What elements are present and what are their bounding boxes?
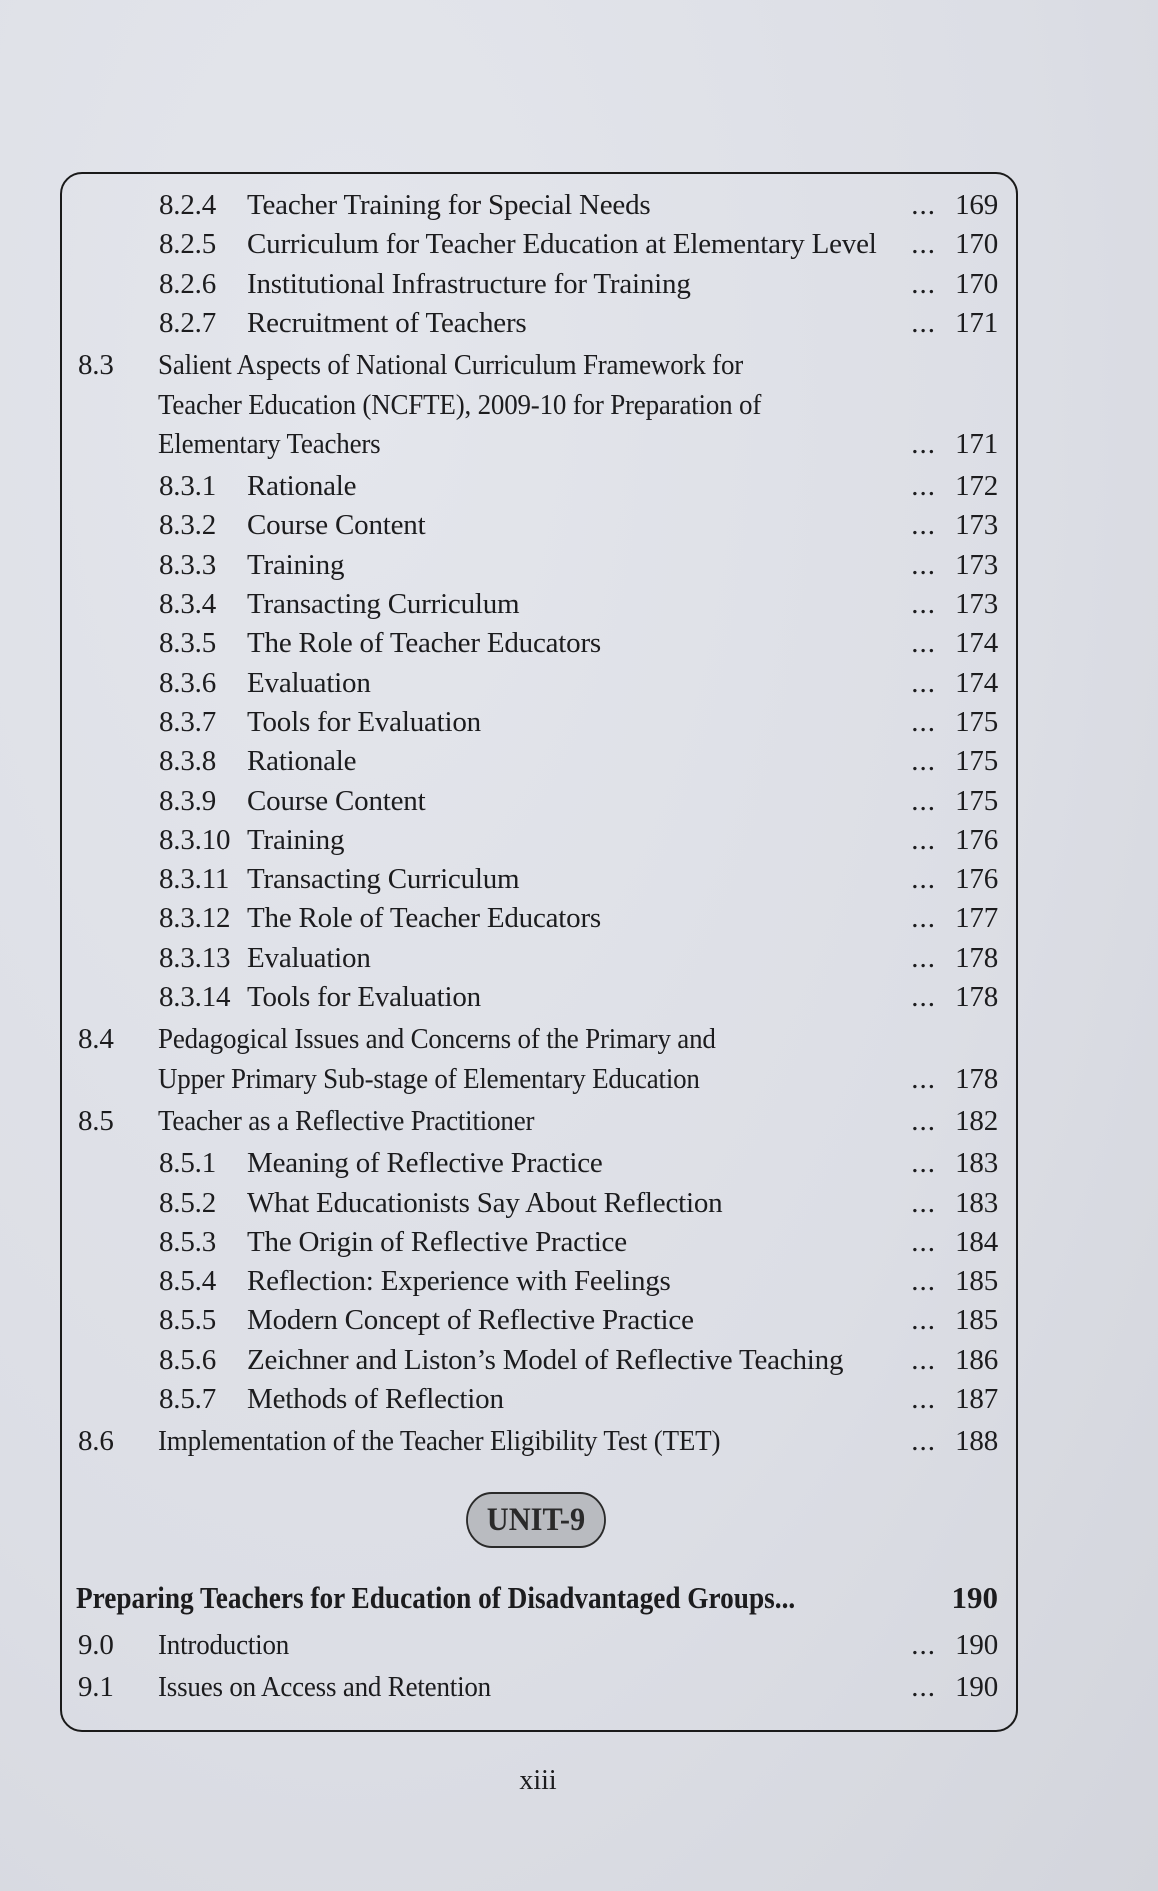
section-title: Teacher Training for Special Needs: [247, 189, 651, 221]
page-number: 171: [955, 306, 998, 339]
dot-leader: ...: [911, 941, 936, 974]
dot-leader: ...: [911, 823, 936, 856]
section-number: 8.2.7: [159, 306, 217, 339]
section-number: 8.3.13: [159, 941, 231, 974]
toc-entry[interactable]: [62, 860, 1016, 899]
dot-leader: ...: [911, 1186, 936, 1219]
page-number: 186: [955, 1343, 998, 1376]
toc-entry[interactable]: [62, 821, 1016, 860]
section-number: 8.3.1: [159, 470, 217, 503]
page-number: 185: [955, 1304, 998, 1337]
section-title: Elementary Teachers: [158, 427, 381, 460]
unit-title-row[interactable]: [76, 1576, 998, 1620]
section-title: The Origin of Reflective Practice: [247, 1225, 627, 1258]
toc-entry[interactable]: [62, 664, 1016, 703]
dot-leader: ...: [911, 902, 936, 935]
section-title: The Role of Teacher Educators: [247, 902, 601, 935]
section-title: Introduction: [158, 1629, 290, 1661]
section-title: Curriculum for Teacher Education at Elementary Level: [247, 228, 877, 261]
section-number: 8.5.1: [159, 1147, 217, 1180]
dot-leader: ...: [911, 981, 936, 1013]
toc-entry[interactable]: [62, 1422, 1016, 1461]
section-title: Methods of Reflection: [247, 1383, 504, 1415]
dot-leader: ...: [911, 705, 936, 738]
toc-entry[interactable]: [62, 386, 1016, 425]
section-title: Reflection: Experience with Feelings: [247, 1265, 671, 1298]
section-number: 8.3.9: [159, 784, 217, 817]
page-number: 178: [955, 1062, 998, 1095]
page-number: 187: [955, 1383, 998, 1415]
section-title: Institutional Infrastructure for Training: [247, 267, 691, 300]
toc-entry[interactable]: [62, 1144, 1016, 1183]
toc-entry[interactable]: [62, 1262, 1016, 1301]
toc-entry[interactable]: [62, 1668, 1016, 1707]
page-number: 178: [955, 981, 998, 1013]
dot-leader: ...: [911, 666, 936, 699]
page-number: 172: [955, 470, 998, 503]
section-title: Tools for Evaluation: [247, 705, 481, 738]
toc-entry[interactable]: [62, 1341, 1016, 1380]
section-title: Meaning of Reflective Practice: [247, 1147, 603, 1180]
section-title: Teacher as a Reflective Practitioner: [158, 1104, 535, 1137]
section-number: 8.3.3: [159, 548, 217, 581]
toc-entry[interactable]: [62, 506, 1016, 545]
section-title: Pedagogical Issues and Concerns of the Primary and: [158, 1023, 716, 1056]
dot-leader: ...: [911, 588, 936, 620]
toc-entry[interactable]: [62, 265, 1016, 304]
table-of-contents: [60, 172, 1018, 1732]
page-number: 174: [955, 627, 998, 660]
section-title: Modern Concept of Reflective Practice: [247, 1304, 694, 1337]
section-title: Tools for Evaluation: [247, 981, 481, 1013]
toc-entry[interactable]: [62, 546, 1016, 585]
section-title: Training: [247, 823, 345, 856]
toc-entry[interactable]: [62, 1223, 1016, 1262]
toc-entry[interactable]: [62, 1060, 1016, 1099]
toc-entry[interactable]: [62, 1301, 1016, 1340]
page-number: 190: [955, 1671, 998, 1704]
section-title: Implementation of the Teacher Eligibility Test (TET): [158, 1425, 721, 1458]
section-number: 8.3: [78, 349, 114, 382]
page-number: 176: [955, 823, 998, 856]
dot-leader: ...: [911, 548, 936, 581]
page-number: 175: [955, 784, 998, 817]
page-number: 182: [955, 1104, 998, 1137]
dot-leader: ...: [911, 627, 936, 660]
dot-leader: ...: [911, 509, 936, 542]
section-title: Course Content: [247, 509, 426, 542]
page-number: 177: [955, 902, 998, 935]
section-title: Transacting Curriculum: [247, 863, 520, 896]
section-title: Training: [247, 548, 345, 581]
section-number: 8.3.12: [159, 902, 231, 935]
unit-badge: UNIT-9: [466, 1492, 606, 1548]
page-number: 178: [955, 941, 998, 974]
section-number: 8.2.5: [159, 228, 217, 261]
page-number: 188: [955, 1425, 998, 1458]
section-title: Evaluation: [247, 666, 371, 699]
dot-leader: ...: [911, 228, 936, 261]
section-number: 8.3.6: [159, 666, 217, 699]
section-number: 8.5.2: [159, 1186, 217, 1219]
dot-leader: ...: [911, 1383, 936, 1415]
toc-entry[interactable]: [62, 585, 1016, 624]
toc-entry[interactable]: [62, 186, 1016, 225]
dot-leader: ...: [911, 1265, 936, 1298]
section-number: 8.5: [78, 1104, 114, 1137]
dot-leader: ...: [911, 1304, 936, 1337]
dot-leader: ...: [911, 1629, 936, 1661]
section-number: 8.3.2: [159, 509, 217, 542]
section-number: 8.5.4: [159, 1265, 217, 1298]
section-title: What Educationists Say About Reflection: [247, 1186, 723, 1219]
dot-leader: ...: [911, 470, 936, 503]
toc-entry[interactable]: [62, 703, 1016, 742]
dot-leader: ...: [911, 267, 936, 300]
section-number: 9.0: [78, 1629, 114, 1661]
dot-leader: ...: [911, 1671, 936, 1704]
section-number: 9.1: [78, 1671, 114, 1704]
page-number: 176: [955, 863, 998, 896]
page-number: 190: [955, 1629, 998, 1661]
unit-page-number: 190: [951, 1580, 998, 1615]
page-number: 173: [955, 588, 998, 620]
page-number: 169: [955, 189, 998, 221]
section-number: 8.3.4: [159, 588, 217, 620]
section-title: Salient Aspects of National Curriculum Framework for: [158, 349, 744, 382]
dot-leader: ...: [911, 863, 936, 896]
dot-leader: ...: [911, 784, 936, 817]
section-title: Rationale: [247, 745, 357, 778]
section-title: Recruitment of Teachers: [247, 306, 527, 339]
unit-title: Preparing Teachers for Education of Disadvantaged Groups...: [76, 1580, 796, 1615]
toc-entry[interactable]: [62, 782, 1016, 821]
section-number: 8.5.7: [159, 1383, 217, 1415]
dot-leader: ...: [911, 1147, 936, 1180]
dot-leader: ...: [911, 745, 936, 778]
section-number: 8.5.6: [159, 1343, 217, 1376]
toc-entry[interactable]: [62, 425, 1016, 464]
toc-entry[interactable]: [62, 1102, 1016, 1141]
toc-entry[interactable]: [62, 624, 1016, 663]
dot-leader: ...: [911, 1225, 936, 1258]
toc-entry[interactable]: [62, 1020, 1016, 1059]
dot-leader: ...: [911, 1425, 936, 1458]
section-number: 8.2.6: [159, 267, 217, 300]
section-number: 8.3.14: [159, 981, 231, 1013]
dot-leader: ...: [911, 1343, 936, 1376]
toc-entry[interactable]: [62, 1380, 1016, 1419]
page-number: 173: [955, 509, 998, 542]
section-number: 8.5.5: [159, 1304, 217, 1337]
page-number: 170: [955, 228, 998, 261]
section-number: 8.6: [78, 1425, 114, 1458]
page-number: 174: [955, 666, 998, 699]
page-number: 173: [955, 548, 998, 581]
section-number: 8.3.8: [159, 745, 217, 778]
dot-leader: ...: [911, 1062, 936, 1095]
section-title: Course Content: [247, 784, 426, 817]
section-number: 8.3.5: [159, 627, 217, 660]
section-title: Teacher Education (NCFTE), 2009-10 for Preparation of: [158, 388, 762, 421]
section-title: Evaluation: [247, 941, 371, 974]
section-title: Issues on Access and Retention: [158, 1671, 491, 1704]
toc-entry[interactable]: [62, 978, 1016, 1017]
section-number: 8.3.7: [159, 705, 217, 738]
section-title: The Role of Teacher Educators: [247, 627, 601, 660]
page-number: 170: [955, 267, 998, 300]
page-number: 175: [955, 745, 998, 778]
dot-leader: ...: [911, 189, 936, 221]
section-number: 8.3.10: [159, 823, 231, 856]
section-title: Rationale: [247, 470, 357, 503]
page-number: 183: [955, 1147, 998, 1180]
page-number: 185: [955, 1265, 998, 1298]
page-number: 183: [955, 1186, 998, 1219]
section-number: 8.4: [78, 1023, 114, 1056]
toc-entry[interactable]: [62, 742, 1016, 781]
toc-entry[interactable]: [62, 304, 1016, 343]
section-number: 8.3.11: [159, 863, 230, 896]
section-title: Zeichner and Liston’s Model of Reflective Teaching: [247, 1343, 844, 1376]
toc-entry[interactable]: [62, 467, 1016, 506]
section-number: 8.2.4: [159, 189, 217, 221]
section-title: Transacting Curriculum: [247, 588, 520, 620]
toc-entry[interactable]: [62, 225, 1016, 264]
page-number: 175: [955, 705, 998, 738]
page-number: 171: [955, 427, 998, 460]
toc-entry[interactable]: [62, 1184, 1016, 1223]
page-number: 184: [955, 1225, 998, 1258]
dot-leader: ...: [911, 427, 936, 460]
section-number: 8.5.3: [159, 1225, 217, 1258]
toc-entry[interactable]: [62, 1626, 1016, 1665]
dot-leader: ...: [911, 306, 936, 339]
toc-entry[interactable]: [62, 899, 1016, 938]
page-number-footer: xiii: [519, 1765, 557, 1796]
toc-entry[interactable]: [62, 939, 1016, 978]
section-title: Upper Primary Sub-stage of Elementary Education: [158, 1062, 700, 1095]
toc-entry[interactable]: [62, 346, 1016, 385]
dot-leader: ...: [911, 1104, 936, 1137]
